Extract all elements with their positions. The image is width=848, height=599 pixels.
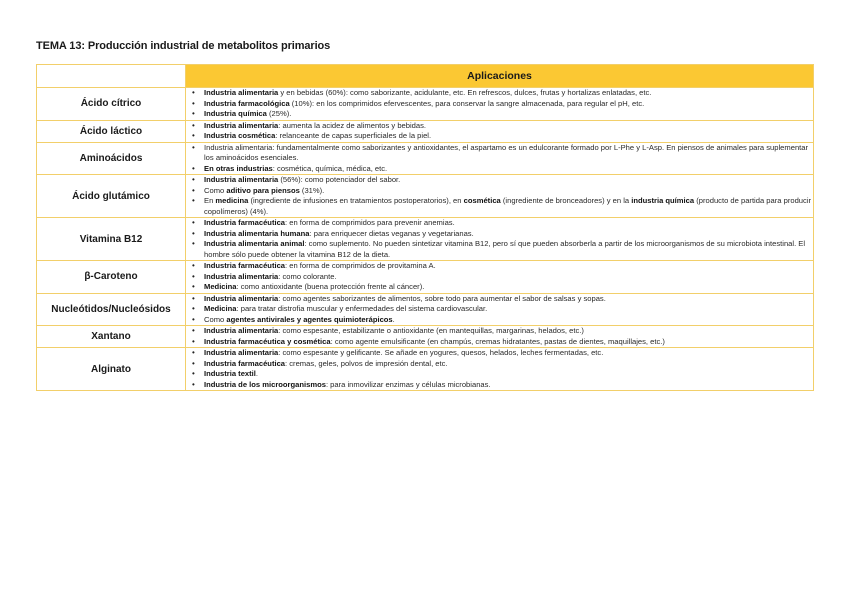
bold-term: Industria farmacológica <box>204 98 290 108</box>
bold-term: aditivo para piensos <box>226 185 300 195</box>
table-header-row <box>37 65 814 88</box>
applications-list <box>186 143 813 175</box>
compound-name: β-Caroteno <box>37 261 186 294</box>
compound-name: Vitamina B12 <box>37 218 186 261</box>
bold-term: Industria farmacéutica y cosmética <box>204 336 331 346</box>
applications-table <box>36 64 814 391</box>
bold-term: En otras industrias <box>204 163 273 173</box>
bold-term: Medicina <box>204 304 237 313</box>
bold-term: industria química <box>631 196 695 205</box>
applications-list <box>186 294 813 326</box>
list-item: • Industria farmacéutica: en forma de comprimidos de provitamina A. <box>204 261 813 272</box>
list-item: • En otras industrias: cosmética, química, médica, etc. <box>204 164 813 175</box>
table-row <box>37 88 814 121</box>
applications-cell <box>186 326 814 348</box>
header-applications: Aplicaciones <box>186 65 814 88</box>
bold-term: Industria farmacéutica <box>204 218 286 227</box>
table-row <box>37 218 814 261</box>
list-item: • Industria alimentaria: fundamentalmente como saborizantes y antioxidantes, el aspartamo es un edulcorante formado por L-Phe y L-Asp. En piensos de animales para suplementar los aminoácidos esenciales. <box>204 143 813 164</box>
list-item: • Industria farmacológica (10%): en los comprimidos efervescentes, para conservar la sangre almacenada, para regular el pH, etc. <box>204 99 813 110</box>
list-item: • Industria de los microorganismos: para inmovilizar enzimas y células microbianas. <box>204 380 813 391</box>
list-item: • Industria alimentaria animal: como suplemento. No pueden sintetizar vitamina B12, pero sí que pueden absorberla a partir de los microorganismos de su microbiota intestinal. El hombre sólo puede obtener la vitamina B12 de la dieta. <box>204 239 813 260</box>
table-row <box>37 348 814 391</box>
page-title: TEMA 13: Producción industrial de metabolitos primarios <box>36 40 331 52</box>
list-item: • Industria alimentaria: como agentes saborizantes de alimentos, sobre todo para aumentar el sabor de salsas y sopas. <box>204 294 813 305</box>
applications-list <box>186 175 813 217</box>
compound-name: Aminoácidos <box>37 142 186 175</box>
applications-cell <box>186 88 814 121</box>
applications-cell <box>186 120 814 142</box>
applications-list <box>186 218 813 260</box>
applications-cell <box>186 175 814 218</box>
list-item: • Como agentes antivirales y agentes quimioterápicos. <box>204 315 813 326</box>
compound-name: Ácido cítrico <box>37 88 186 121</box>
list-item: • Medicina: para tratar distrofia muscular y enfermedades del sistema cardiovascular. <box>204 304 813 315</box>
list-item: • Industria alimentaria: aumenta la acidez de alimentos y bebidas. <box>204 121 813 132</box>
compound-name: Alginato <box>37 348 186 391</box>
table-body <box>37 88 814 391</box>
list-item: • Industria textil. <box>204 369 813 380</box>
compound-name: Xantano <box>37 326 186 348</box>
applications-cell <box>186 293 814 326</box>
bold-term: Industria cosmética <box>204 131 276 140</box>
bold-term: Industria de los microorganismos <box>204 379 326 389</box>
bold-term: Industria alimentaria <box>204 88 279 97</box>
bold-term: Industria alimentaria <box>204 175 279 184</box>
bold-term: Industria alimentaria <box>204 326 279 335</box>
list-item: • Industria alimentaria y en bebidas (60%): como saborizante, acidulante, etc. En refrescos, dulces, frutas y hortalizas enlatadas, etc. <box>204 88 813 99</box>
bold-term: agentes antivirales y agentes quimioterápicos <box>226 314 393 324</box>
bold-term: Industria química <box>204 109 267 118</box>
compound-name: Ácido glutámico <box>37 175 186 218</box>
header-blank-cell <box>37 65 186 88</box>
list-item: • Medicina: como antioxidante (buena protección frente al cáncer). <box>204 282 813 293</box>
bold-term: Industria alimentaria <box>204 120 279 130</box>
bold-term: medicina <box>215 196 249 205</box>
list-item: • Industria cosmética: relanceante de capas superficiales de la piel. <box>204 131 813 142</box>
applications-list <box>186 88 813 120</box>
list-item: • Industria alimentaria: como espesante y gelificante. Se añade en yogures, quesos, helados, leches fermentadas, etc. <box>204 348 813 359</box>
bold-term: Medicina <box>204 282 237 291</box>
compound-name: Ácido láctico <box>37 120 186 142</box>
list-item: • Industria alimentaria (56%): como potenciador del sabor. <box>204 175 813 186</box>
table-row <box>37 326 814 348</box>
bold-term: Industria alimentaria <box>204 293 279 303</box>
applications-cell <box>186 348 814 391</box>
list-item: • Industria alimentaria: como espesante, estabilizante o antioxidante (en mantequillas, margarinas, helados, etc.) <box>204 326 813 337</box>
table-row <box>37 175 814 218</box>
list-item: • Industria farmacéutica y cosmética: como agente emulsificante (en champús, cremas hidratantes, pastas de dientes, maquillajes, etc.) <box>204 337 813 348</box>
table-row <box>37 261 814 294</box>
table-row <box>37 142 814 175</box>
list-item: • Industria farmacéutica: en forma de comprimidos para prevenir anemias. <box>204 218 813 229</box>
list-item: • Industria alimentaria: como colorante. <box>204 272 813 283</box>
applications-cell <box>186 218 814 261</box>
list-item: • Industria alimentaria humana: para enriquecer dietas veganas y vegetarianas. <box>204 229 813 240</box>
bold-term: cosmética <box>463 196 501 205</box>
list-item: • Industria química (25%). <box>204 109 813 120</box>
table-row <box>37 120 814 142</box>
bold-term: Industria alimentaria animal <box>204 239 305 248</box>
bold-term: Industria alimentaria humana <box>204 228 310 238</box>
applications-list <box>186 348 813 390</box>
applications-list <box>186 326 813 347</box>
list-item: • Industria farmacéutica: cremas, geles, polvos de impresión dental, etc. <box>204 359 813 370</box>
applications-cell <box>186 261 814 294</box>
applications-list <box>186 261 813 293</box>
list-item: • En medicina (ingrediente de infusiones en tratamientos postoperatorios), en cosmética (ingrediente de bronceadores) y en la industria química (producto de partida para producir copolímeros) (4%). <box>204 196 813 217</box>
compound-name: Nucleótidos/Nucleósidos <box>37 293 186 326</box>
bold-term: Industria alimentaria <box>204 271 279 281</box>
bold-term: Industria farmacéutica <box>204 261 286 270</box>
bold-term: Industria textil <box>204 369 256 378</box>
table-row <box>37 293 814 326</box>
applications-cell <box>186 142 814 175</box>
list-item: • Como aditivo para piensos (31%). <box>204 186 813 197</box>
bold-term: Industria farmacéutica <box>204 358 286 368</box>
bold-term: Industria alimentaria <box>204 348 279 357</box>
applications-list <box>186 121 813 142</box>
